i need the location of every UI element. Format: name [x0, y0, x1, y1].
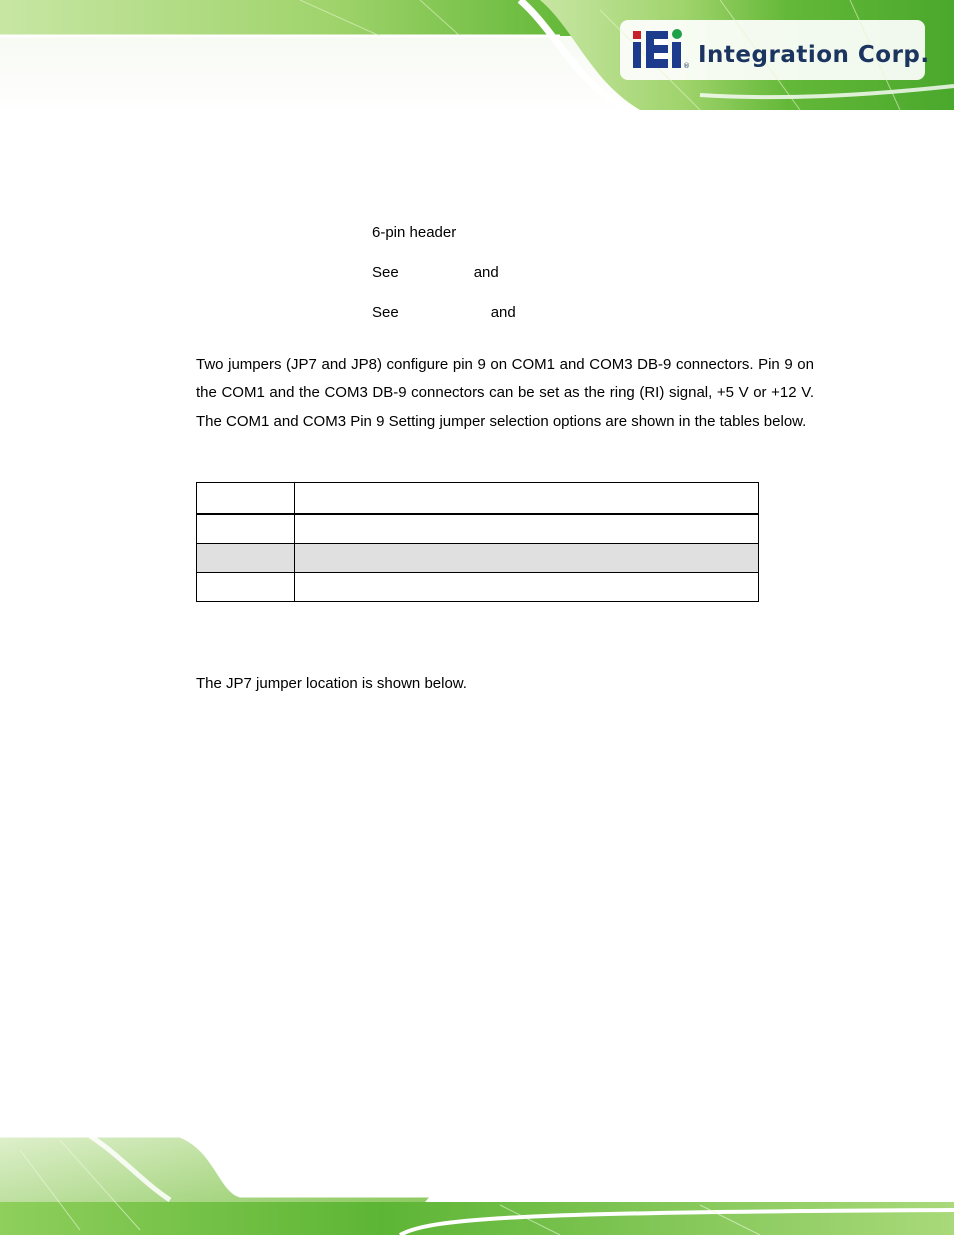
jumper-settings-table — [196, 482, 759, 602]
brand-name: Integration Corp. — [698, 42, 930, 68]
default-see-text: See — [372, 264, 399, 281]
jumper-location-note: The JP7 jumper location is shown below. — [196, 675, 467, 692]
table-cell-setting — [197, 514, 295, 544]
table-cell-setting — [197, 573, 295, 602]
table-row — [197, 514, 759, 544]
location-see-text: See — [372, 304, 399, 321]
location-and-text: and — [490, 304, 516, 321]
jumper-default-setting — [372, 264, 499, 282]
table-header-row — [197, 483, 759, 515]
jumper-location-setting — [372, 304, 516, 322]
default-and-text: and — [473, 264, 499, 281]
table-row — [197, 573, 759, 602]
table-header-setting — [197, 483, 295, 515]
jumper-description: Two jumpers (JP7 and JP8) configure pin 9 on COM1 and COM3 DB-9 connectors. Pin 9 on the COM1 and the COM3 DB-9 connectors can be set as the ring (RI) signal, +5 V or +12 V. The COM1 and COM3 Pin 9 Setting jumper selection options are shown in the tables below. — [196, 356, 814, 430]
table-header-description — [295, 483, 759, 515]
table-row — [197, 544, 759, 573]
jumper-type-value — [372, 224, 456, 242]
svg-text:®: ® — [683, 62, 690, 70]
table-cell-description — [295, 514, 759, 544]
table-cell-description — [295, 573, 759, 602]
table-cell-description — [295, 544, 759, 573]
table-cell-setting — [197, 544, 295, 573]
footer-banner — [0, 1130, 954, 1235]
jumper-type-text: 6-pin header — [372, 224, 457, 241]
